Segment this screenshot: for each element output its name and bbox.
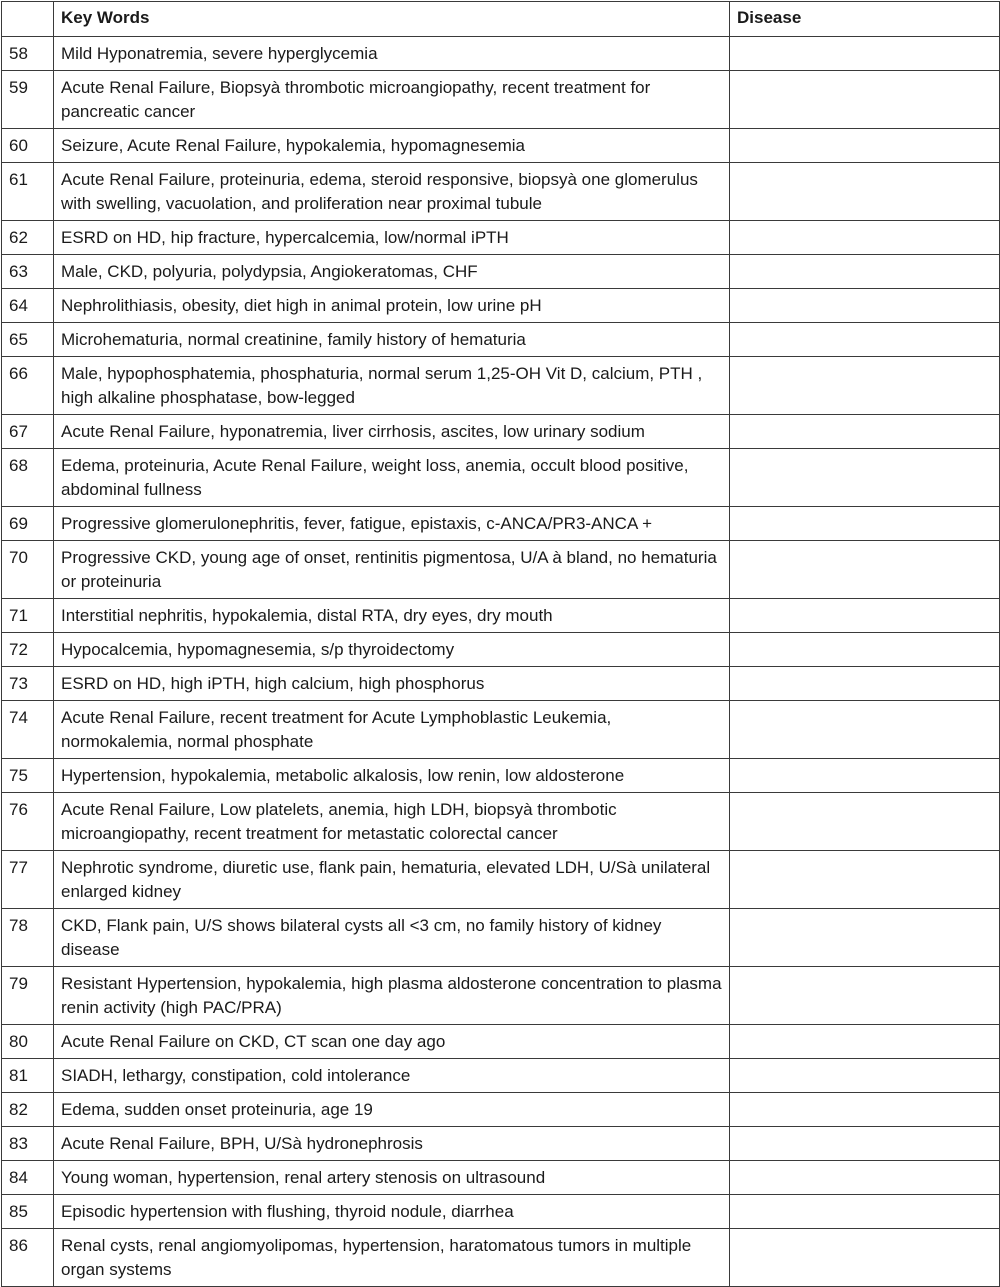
table-row <box>2 1127 1000 1161</box>
header-number <box>2 2 54 37</box>
key-words-cell: ESRD on HD, high iPTH, high calcium, high phosphorus <box>54 667 730 701</box>
table-row <box>2 909 1000 967</box>
row-number: 64 <box>2 289 54 323</box>
key-words-cell: Progressive CKD, young age of onset, rentinitis pigmentosa, U/A à bland, no hematuria or proteinuria <box>54 541 730 599</box>
row-number: 72 <box>2 633 54 667</box>
table-row <box>2 71 1000 129</box>
key-words-cell: Edema, sudden onset proteinuria, age 19 <box>54 1093 730 1127</box>
row-number: 83 <box>2 1127 54 1161</box>
key-words-cell: Hypocalcemia, hypomagnesemia, s/p thyroidectomy <box>54 633 730 667</box>
table-body <box>2 37 1000 1287</box>
key-words-cell: Acute Renal Failure, Low platelets, anemia, high LDH, biopsyà thrombotic microangiopathy, recent treatment for metastatic colorectal cancer <box>54 793 730 851</box>
row-number: 70 <box>2 541 54 599</box>
table-row <box>2 967 1000 1025</box>
disease-cell[interactable] <box>730 449 1000 507</box>
table-row <box>2 1161 1000 1195</box>
disease-cell[interactable] <box>730 129 1000 163</box>
key-words-cell: Male, CKD, polyuria, polydypsia, Angiokeratomas, CHF <box>54 255 730 289</box>
table-row <box>2 255 1000 289</box>
table-row <box>2 599 1000 633</box>
key-words-cell: Nephrolithiasis, obesity, diet high in animal protein, low urine pH <box>54 289 730 323</box>
disease-cell[interactable] <box>730 1127 1000 1161</box>
table-row <box>2 289 1000 323</box>
table-row <box>2 1229 1000 1287</box>
key-words-cell: Mild Hyponatremia, severe hyperglycemia <box>54 37 730 71</box>
row-number: 76 <box>2 793 54 851</box>
key-words-cell: Microhematuria, normal creatinine, family history of hematuria <box>54 323 730 357</box>
key-words-cell: Resistant Hypertension, hypokalemia, high plasma aldosterone concentration to plasma renin activity (high PAC/PRA) <box>54 967 730 1025</box>
table-row <box>2 449 1000 507</box>
key-words-cell: SIADH, lethargy, constipation, cold intolerance <box>54 1059 730 1093</box>
table-row <box>2 1025 1000 1059</box>
disease-cell[interactable] <box>730 1093 1000 1127</box>
key-words-cell: Acute Renal Failure, BPH, U/Sà hydronephrosis <box>54 1127 730 1161</box>
table-row <box>2 221 1000 255</box>
key-words-cell: Hypertension, hypokalemia, metabolic alkalosis, low renin, low aldosterone <box>54 759 730 793</box>
disease-cell[interactable] <box>730 357 1000 415</box>
header-row <box>2 2 1000 37</box>
table-row <box>2 793 1000 851</box>
table-row <box>2 759 1000 793</box>
row-number: 84 <box>2 1161 54 1195</box>
row-number: 86 <box>2 1229 54 1287</box>
key-words-cell: Renal cysts, renal angiomyolipomas, hypertension, haratomatous tumors in multiple organ systems <box>54 1229 730 1287</box>
table-row <box>2 667 1000 701</box>
disease-cell[interactable] <box>730 323 1000 357</box>
disease-cell[interactable] <box>730 71 1000 129</box>
disease-cell[interactable] <box>730 507 1000 541</box>
key-words-cell: Progressive glomerulonephritis, fever, fatigue, epistaxis, c-ANCA/PR3-ANCA + <box>54 507 730 541</box>
row-number: 77 <box>2 851 54 909</box>
row-number: 85 <box>2 1195 54 1229</box>
key-words-cell: Seizure, Acute Renal Failure, hypokalemia, hypomagnesemia <box>54 129 730 163</box>
disease-cell[interactable] <box>730 599 1000 633</box>
disease-cell[interactable] <box>730 1161 1000 1195</box>
row-number: 80 <box>2 1025 54 1059</box>
header-disease: Disease <box>730 2 1000 37</box>
key-words-cell: CKD, Flank pain, U/S shows bilateral cysts all <3 cm, no family history of kidney disease <box>54 909 730 967</box>
disease-cell[interactable] <box>730 163 1000 221</box>
disease-cell[interactable] <box>730 221 1000 255</box>
disease-cell[interactable] <box>730 909 1000 967</box>
disease-cell[interactable] <box>730 793 1000 851</box>
disease-cell[interactable] <box>730 633 1000 667</box>
row-number: 79 <box>2 967 54 1025</box>
key-words-cell: Young woman, hypertension, renal artery stenosis on ultrasound <box>54 1161 730 1195</box>
row-number: 63 <box>2 255 54 289</box>
row-number: 74 <box>2 701 54 759</box>
key-words-cell: Nephrotic syndrome, diuretic use, flank pain, hematuria, elevated LDH, U/Sà unilateral enlarged kidney <box>54 851 730 909</box>
header-key-words: Key Words <box>54 2 730 37</box>
row-number: 82 <box>2 1093 54 1127</box>
disease-cell[interactable] <box>730 1025 1000 1059</box>
disease-cell[interactable] <box>730 759 1000 793</box>
table-row <box>2 163 1000 221</box>
table-row <box>2 507 1000 541</box>
disease-cell[interactable] <box>730 1195 1000 1229</box>
disease-cell[interactable] <box>730 1229 1000 1287</box>
table-row <box>2 1059 1000 1093</box>
table-row <box>2 129 1000 163</box>
disease-cell[interactable] <box>730 255 1000 289</box>
row-number: 81 <box>2 1059 54 1093</box>
key-words-cell: Acute Renal Failure, recent treatment for Acute Lymphoblastic Leukemia, normokalemia, normal phosphate <box>54 701 730 759</box>
disease-cell[interactable] <box>730 667 1000 701</box>
key-words-cell: ESRD on HD, hip fracture, hypercalcemia, low/normal iPTH <box>54 221 730 255</box>
key-words-cell: Episodic hypertension with flushing, thyroid nodule, diarrhea <box>54 1195 730 1229</box>
row-number: 58 <box>2 37 54 71</box>
disease-cell[interactable] <box>730 415 1000 449</box>
row-number: 69 <box>2 507 54 541</box>
row-number: 60 <box>2 129 54 163</box>
row-number: 71 <box>2 599 54 633</box>
disease-cell[interactable] <box>730 851 1000 909</box>
disease-cell[interactable] <box>730 967 1000 1025</box>
table-row <box>2 357 1000 415</box>
row-number: 66 <box>2 357 54 415</box>
key-words-cell: Acute Renal Failure, hyponatremia, liver cirrhosis, ascites, low urinary sodium <box>54 415 730 449</box>
disease-cell[interactable] <box>730 1059 1000 1093</box>
table-row <box>2 323 1000 357</box>
key-words-cell: Edema, proteinuria, Acute Renal Failure, weight loss, anemia, occult blood positive, abdominal fullness <box>54 449 730 507</box>
table-row <box>2 1093 1000 1127</box>
key-words-disease-table <box>1 1 1000 1287</box>
row-number: 78 <box>2 909 54 967</box>
row-number: 65 <box>2 323 54 357</box>
disease-cell[interactable] <box>730 541 1000 599</box>
row-number: 59 <box>2 71 54 129</box>
key-words-cell: Acute Renal Failure, proteinuria, edema, steroid responsive, biopsyà one glomerulus with swelling, vacuolation, and proliferation near proximal tubule <box>54 163 730 221</box>
table-row <box>2 541 1000 599</box>
row-number: 75 <box>2 759 54 793</box>
key-words-cell: Interstitial nephritis, hypokalemia, distal RTA, dry eyes, dry mouth <box>54 599 730 633</box>
disease-cell[interactable] <box>730 289 1000 323</box>
row-number: 61 <box>2 163 54 221</box>
table-row <box>2 633 1000 667</box>
key-words-cell: Male, hypophosphatemia, phosphaturia, normal serum 1,25-OH Vit D, calcium, PTH , high alkaline phosphatase, bow-legged <box>54 357 730 415</box>
table-row <box>2 701 1000 759</box>
table-row <box>2 1195 1000 1229</box>
key-words-cell: Acute Renal Failure, Biopsyà thrombotic microangiopathy, recent treatment for pancreatic cancer <box>54 71 730 129</box>
disease-cell[interactable] <box>730 37 1000 71</box>
key-words-cell: Acute Renal Failure on CKD, CT scan one day ago <box>54 1025 730 1059</box>
table-row <box>2 415 1000 449</box>
row-number: 73 <box>2 667 54 701</box>
table-row <box>2 37 1000 71</box>
row-number: 68 <box>2 449 54 507</box>
disease-cell[interactable] <box>730 701 1000 759</box>
table-row <box>2 851 1000 909</box>
row-number: 62 <box>2 221 54 255</box>
row-number: 67 <box>2 415 54 449</box>
